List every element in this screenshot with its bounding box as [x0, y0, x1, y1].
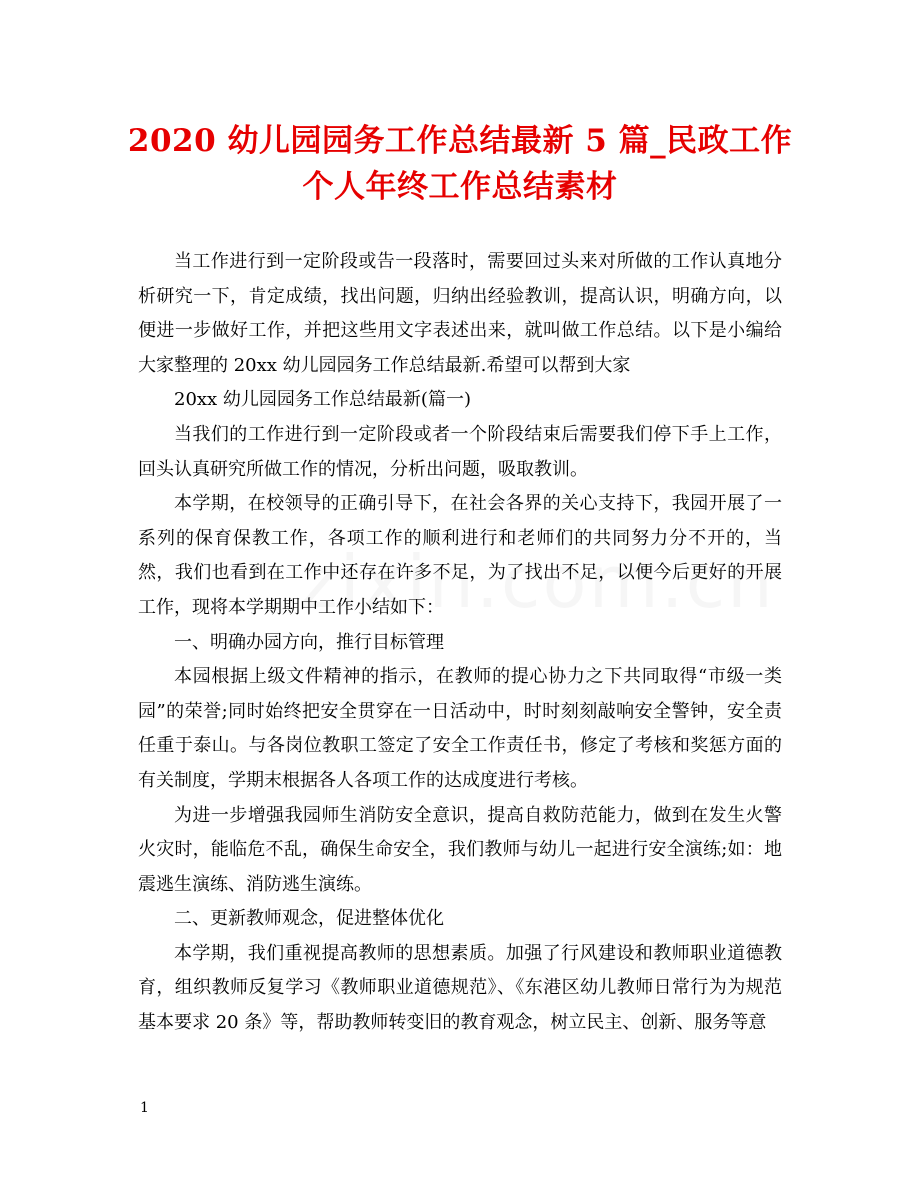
paragraph: 当我们的工作进行到一定阶段或者一个阶段结束后需要我们停下手上工作，回头认真研究所做工作的情况，分析出问题，吸取教训。 — [138, 423, 782, 480]
document-body — [138, 245, 782, 1041]
paragraph: 为进一步增强我园师生消防安全意识，提高自救防范能力，做到在发生火警火灾时，能临危不乱，确保生命安全，我们教师与幼儿一起进行安全演练;如：地震逃生演练、消防逃生演练。 — [138, 804, 782, 895]
section-heading: 20xx 幼儿园园务工作总结最新(篇一) — [174, 389, 471, 411]
subheading: 二、更新教师观念，促进整体优化 — [174, 908, 444, 930]
paragraph: 本园根据上级文件精神的指示，在教师的提心协力之下共同取得“市级一类园”的荣誉;同时始终把安全贯穿在一日活动中，时时刻刻敲响安全警钟，安全责任重于泰山。与各岗位教职工签定了安全工作责任书，修定了考核和奖惩方面的有关制度，学期末根据各人各项工作的达成度进行考核。 — [138, 666, 782, 791]
paragraph-intro: 当工作进行到一定阶段或告一段落时，需要回过头来对所做的工作认真地分析研究一下，肯定成绩，找出问题，归纳出经验教训，提高认识，明确方向，以便进一步做好工作，并把这些用文字表述出来，就叫做工作总结。以下是小编给大家整理的 20xx 幼儿园园务工作总结最新.希望可以帮到大家 — [138, 251, 782, 376]
subheading: 一、明确办园方向，推行目标管理 — [174, 631, 444, 653]
paragraph: 本学期，我们重视提高教师的思想素质。加强了行风建设和教师职业道德教育，组织教师反复学习《教师职业道德规范》、《东港区幼儿教师日常行为为规范基本要求 20 条》等，帮助教师转变旧的教育观念，树立民主、创新、服务等意 — [138, 942, 782, 1034]
page-number: 1 — [140, 1100, 149, 1116]
paragraph: 本学期，在校领导的正确引导下，在社会各界的关心支持下，我园开展了一系列的保育保教工作，各项工作的顺利进行和老师们的共同努力分不开的，当然，我们也看到在工作中还存在许多不足，为了找出不足，以便今后更好的开展工作，现将本学期期中工作小结如下： — [138, 493, 782, 618]
document-title: 2020 幼儿园园务工作总结最新 5 篇_民政工作个人年终工作总结素材 — [127, 123, 793, 205]
